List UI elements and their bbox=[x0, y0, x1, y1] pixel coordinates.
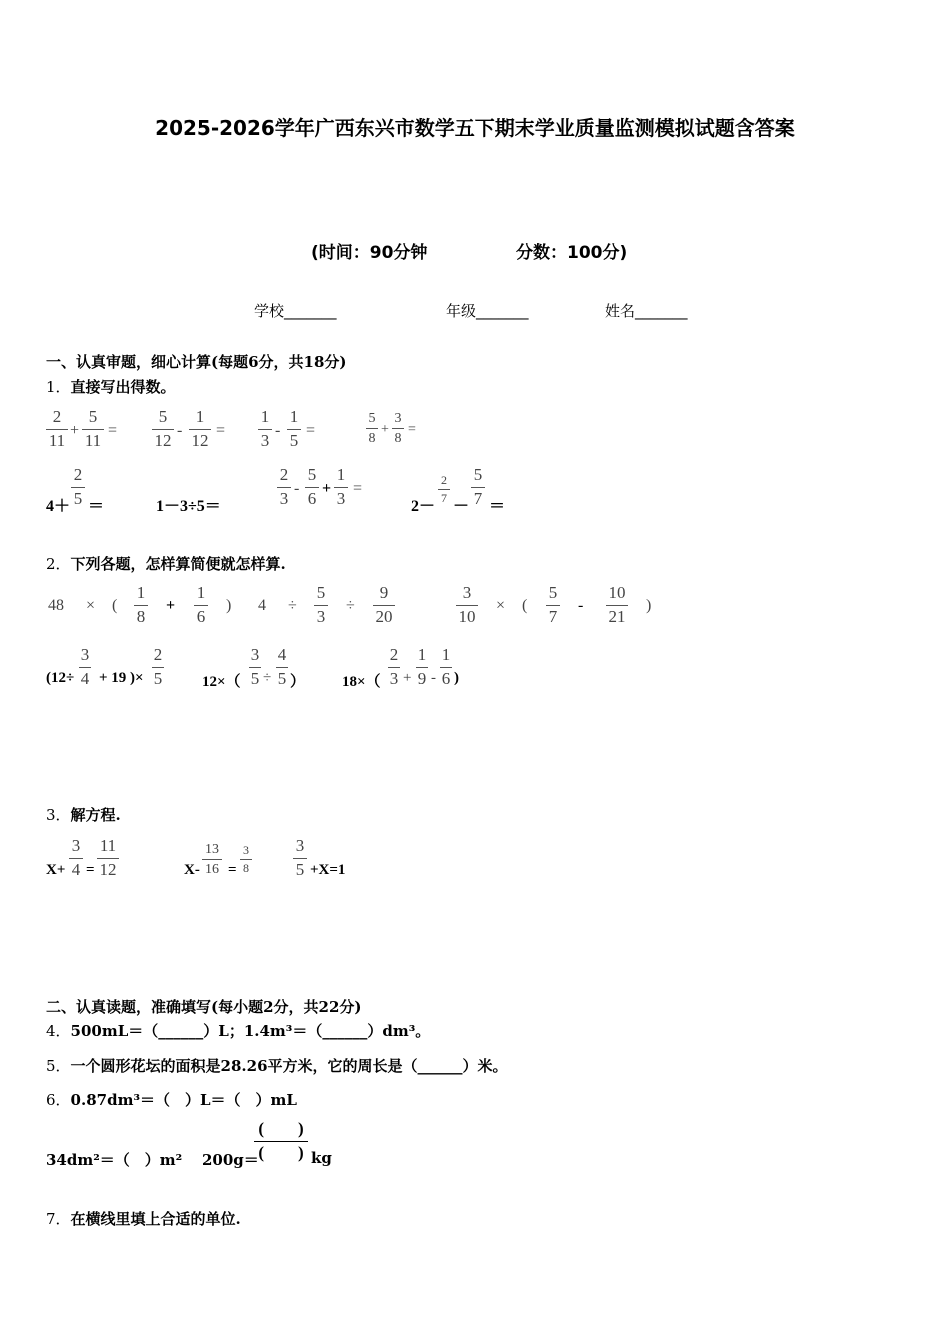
question-text: 下列各题，怎样算简便就怎样算. bbox=[70, 555, 286, 573]
time-label: (时间：90分钟 bbox=[311, 243, 428, 263]
equals-sign: = bbox=[306, 422, 316, 439]
equals-sign: ＝ bbox=[88, 498, 105, 515]
fraction: 2 7 bbox=[438, 474, 450, 505]
plus-sign: + bbox=[70, 422, 80, 439]
fraction: 1 8 bbox=[134, 584, 148, 626]
fraction: 5 12 bbox=[152, 408, 174, 450]
fraction: 10 21 bbox=[606, 584, 628, 626]
question-6 bbox=[46, 1089, 297, 1110]
question-text: 0.87dm³＝（ ）L＝（ ）mL bbox=[70, 1091, 297, 1109]
plus-sign: + bbox=[322, 480, 332, 497]
number: 4 bbox=[258, 597, 266, 614]
fraction: 1 9 bbox=[417, 645, 427, 688]
fraction: 5 6 bbox=[305, 466, 319, 508]
fraction: 2 3 bbox=[277, 466, 291, 508]
expression-text: 18×（ bbox=[342, 674, 381, 690]
fraction: 3 8 bbox=[392, 411, 404, 447]
fraction: 3 5 bbox=[293, 837, 307, 879]
times-sign: × bbox=[86, 597, 96, 614]
minus-sign: - bbox=[294, 480, 300, 497]
fraction: 4 5 bbox=[277, 645, 287, 688]
question-4 bbox=[46, 1020, 430, 1041]
fraction: 5 8 bbox=[366, 411, 378, 447]
minus-sign: - bbox=[275, 422, 281, 439]
fraction: 1 3 bbox=[258, 408, 272, 450]
fraction: 1 5 bbox=[287, 408, 301, 450]
question-number: 4． bbox=[46, 1022, 71, 1040]
unit-text: kg bbox=[311, 1149, 332, 1167]
expression-text: 1－3÷5＝ bbox=[156, 498, 221, 515]
fraction: 3 4 bbox=[69, 837, 83, 879]
score-label: 分数：100分) bbox=[516, 243, 628, 263]
question-2 bbox=[46, 553, 286, 574]
school-field: 学校_______ bbox=[254, 302, 337, 320]
fraction: 2 5 bbox=[71, 466, 85, 508]
question-text: 一个圆形花坛的面积是28.26平方米，它的周长是（______）米。 bbox=[70, 1057, 508, 1075]
paren-right: ) bbox=[646, 597, 652, 614]
plus-sign: + bbox=[381, 422, 389, 437]
question-7 bbox=[46, 1208, 241, 1229]
times-sign: × bbox=[496, 597, 506, 614]
fraction: 3 5 bbox=[250, 645, 260, 688]
question-text: 解方程. bbox=[70, 806, 121, 824]
equals-sign: = bbox=[228, 862, 237, 878]
blank-fraction: ( ) ( ) bbox=[254, 1120, 308, 1162]
question-5 bbox=[46, 1055, 508, 1076]
fraction: 5 3 bbox=[314, 584, 328, 626]
fraction: 1 12 bbox=[189, 408, 211, 450]
divide-sign: ÷ bbox=[288, 597, 297, 614]
number: 48 bbox=[48, 597, 64, 614]
fraction: 5 7 bbox=[546, 584, 560, 626]
fraction: 1 6 bbox=[194, 584, 208, 626]
question-number: 5． bbox=[46, 1057, 71, 1075]
section-1-heading: 一、认真审题，细心计算(每题6分，共18分) bbox=[46, 353, 347, 371]
grade-field: 年级_______ bbox=[446, 302, 529, 320]
equals-sign: = bbox=[86, 862, 95, 878]
expression-text: 4＋ bbox=[46, 498, 71, 515]
paren-right: ) bbox=[226, 597, 232, 614]
equals-sign: = bbox=[216, 422, 226, 439]
minus-sign: － bbox=[453, 498, 470, 515]
fraction: 2 3 bbox=[389, 645, 399, 688]
question-text: 直接写出得数。 bbox=[70, 378, 176, 396]
conversion-text: 200g＝ bbox=[202, 1151, 259, 1169]
fraction: 1 6 bbox=[441, 645, 451, 688]
expression-text: ） bbox=[290, 674, 306, 690]
equals-sign: ＝ bbox=[489, 498, 506, 515]
name-field: 姓名_______ bbox=[605, 302, 688, 320]
minus-sign: - bbox=[177, 422, 183, 439]
fraction: 5 11 bbox=[82, 408, 104, 450]
fraction: 3 10 bbox=[456, 584, 478, 626]
expression-text: 12×（ bbox=[202, 674, 241, 690]
expression-text: + 19 )× bbox=[99, 670, 144, 686]
section-2-heading: 二、认真读题，准确填写(每小题2分，共22分) bbox=[46, 998, 362, 1016]
question-3 bbox=[46, 804, 121, 825]
question-number: 1． bbox=[46, 378, 71, 396]
fraction: 2 5 bbox=[153, 645, 163, 688]
conversion-text: 34dm²＝（ ）m² bbox=[46, 1151, 183, 1169]
divide-sign: ÷ bbox=[263, 670, 272, 686]
equation-text: +X=1 bbox=[310, 862, 346, 878]
fraction: 1 3 bbox=[334, 466, 348, 508]
minus-sign: - bbox=[578, 597, 584, 614]
divide-sign: ÷ bbox=[346, 597, 355, 614]
question-number: 7． bbox=[46, 1210, 71, 1228]
question-number: 3． bbox=[46, 806, 71, 824]
fraction: 9 20 bbox=[373, 584, 395, 626]
fraction: 3 8 bbox=[240, 844, 252, 875]
fraction: 3 4 bbox=[80, 645, 90, 688]
question-number: 6． bbox=[46, 1091, 71, 1109]
equals-sign: = bbox=[408, 422, 416, 437]
fraction: 5 7 bbox=[471, 466, 485, 508]
question-text: 500mL＝（______）L；1.4m³＝（______）dm³。 bbox=[70, 1022, 431, 1040]
paren-left: ( bbox=[522, 597, 528, 614]
fraction: 2 11 bbox=[46, 408, 68, 450]
equals-sign: = bbox=[108, 422, 118, 439]
plus-sign: + bbox=[166, 597, 176, 614]
paren-left: ( bbox=[112, 597, 118, 614]
question-text: 在横线里填上合适的单位. bbox=[70, 1210, 241, 1228]
equals-sign: = bbox=[353, 480, 363, 497]
expression-text: ) bbox=[454, 670, 459, 686]
equation-text: X- bbox=[184, 862, 200, 878]
question-number: 2． bbox=[46, 555, 71, 573]
equation-text: X+ bbox=[46, 862, 66, 878]
page-title: 2025-2026学年广西东兴市数学五下期末学业质量监测模拟试题含答案 bbox=[155, 116, 795, 140]
minus-sign: - bbox=[431, 670, 436, 686]
expression-text: (12÷ bbox=[46, 670, 75, 686]
expression-text: 2－ bbox=[411, 498, 436, 515]
plus-sign: + bbox=[403, 670, 412, 686]
question-1 bbox=[46, 376, 176, 397]
fraction: 13 16 bbox=[202, 842, 222, 878]
fraction: 11 12 bbox=[97, 837, 119, 879]
